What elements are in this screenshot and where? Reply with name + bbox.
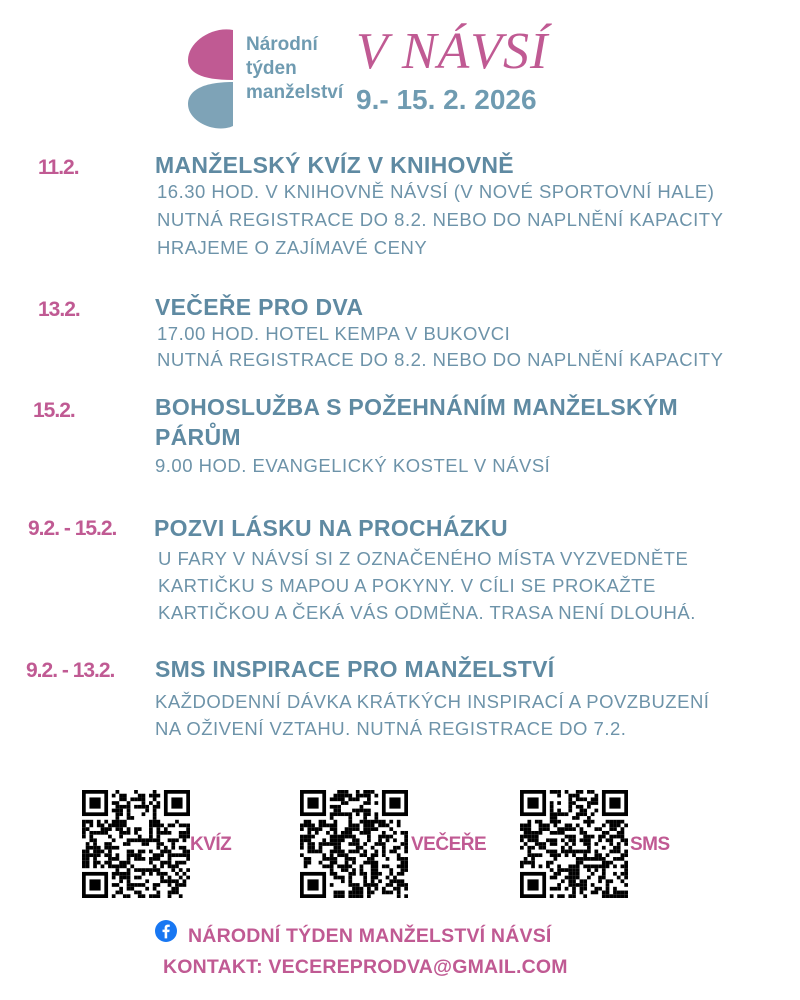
logo-line: týden	[246, 58, 297, 79]
event-detail: HRAJEME O ZAJÍMAVÉ CENY	[157, 237, 428, 258]
qr-label-vecere: VEČEŘE	[411, 834, 487, 855]
qr-code-sms[interactable]	[520, 790, 628, 898]
event-title: MANŽELSKÝ KVÍZ V KNIHOVNĚ	[155, 152, 514, 178]
event-detail: U FARY V NÁVSÍ SI Z OZNAČENÉHO MÍSTA VYZVEDNĚTE	[158, 548, 689, 569]
qr-code-kviz[interactable]	[82, 790, 190, 898]
event-title: BOHOSLUŽBA S POŽEHNÁNÍM MANŽELSKÝM	[155, 394, 679, 420]
qr-code-vecere[interactable]	[300, 790, 408, 898]
qr-label-sms: SMS	[630, 834, 670, 855]
event-detail: NUTNÁ REGISTRACE DO 8.2. NEBO DO NAPLNĚNÍ KAPACITY	[157, 349, 724, 370]
event-title: VEČEŘE PRO DVA	[155, 294, 364, 320]
qr-label-kviz: KVÍZ	[190, 834, 232, 855]
event-detail: 16.30 HOD. V KNIHOVNĚ NÁVSÍ (V NOVÉ SPORTOVNÍ HALE)	[157, 181, 715, 202]
logo-line: Národní	[246, 34, 318, 55]
facebook-page-link[interactable]: NÁRODNÍ TÝDEN MANŽELSTVÍ NÁVSÍ	[188, 925, 552, 947]
event-detail: KARTIČKU S MAPOU A POKYNY. V CÍLI SE PROKAŽTE	[158, 575, 656, 596]
event-detail: KARTIČKOU A ČEKÁ VÁS ODMĚNA. TRASA NENÍ DLOUHÁ.	[158, 602, 696, 623]
event-detail: 17.00 HOD. HOTEL KEMPA V BUKOVCI	[157, 323, 511, 344]
heart-logo-icon	[186, 26, 236, 132]
event-detail: NA OŽIVENÍ VZTAHU. NUTNÁ REGISTRACE DO 7.2.	[155, 718, 627, 739]
event-date: 11.2.	[38, 156, 79, 179]
page-title: V NÁVSÍ	[356, 23, 549, 80]
event-detail: 9.00 HOD. EVANGELICKÝ KOSTEL V NÁVSÍ	[155, 455, 551, 476]
event-detail: KAŽDODENNÍ DÁVKA KRÁTKÝCH INSPIRACÍ A POVZBUZENÍ	[155, 691, 710, 712]
contact-email[interactable]: KONTAKT: VECEREPRODVA@GMAIL.COM	[163, 956, 568, 978]
event-week-dates: 9.- 15. 2. 2026	[356, 84, 537, 115]
event-title: POZVI LÁSKU NA PROCHÁZKU	[154, 515, 508, 541]
event-title: SMS INSPIRACE PRO MANŽELSTVÍ	[155, 656, 555, 682]
facebook-icon[interactable]	[155, 920, 177, 942]
logo-line: manželství	[246, 82, 344, 103]
event-detail: NUTNÁ REGISTRACE DO 8.2. NEBO DO NAPLNĚNÍ KAPACITY	[157, 209, 724, 230]
event-date: 9.2. - 15.2.	[28, 517, 117, 540]
event-date: 13.2.	[38, 298, 80, 321]
logo-text	[246, 33, 343, 105]
event-date: 9.2. - 13.2.	[26, 659, 115, 682]
event-title: PÁRŮM	[155, 424, 241, 450]
event-date: 15.2.	[33, 399, 75, 422]
